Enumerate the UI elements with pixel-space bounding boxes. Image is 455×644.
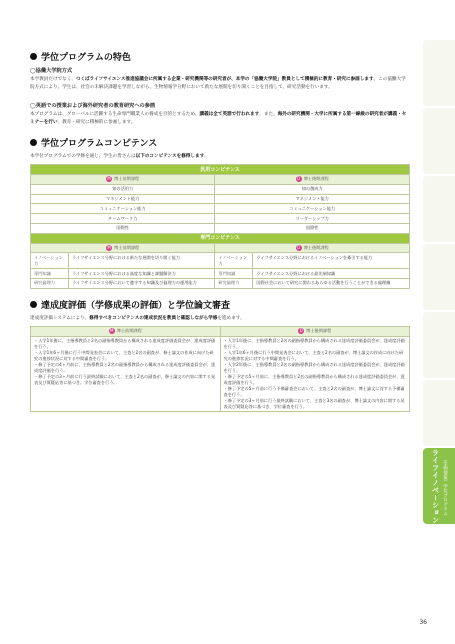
bullet-dot-icon [30,139,37,146]
eval-item: ・入学1年6ヶ月後に行う中間発表会において、主査と2名の副査が、博士論文の作成に向けた研究の進捗状況に対する中間審査を行う。 [223,349,404,361]
section2-intro-a: 本学位プログラムでの学修を通じ、学生の皆さんは [30,154,136,159]
common-left-cell: コミュニケーション能力 [31,204,215,214]
common-left-cell: 国際性 [31,223,215,233]
side-tab[interactable] [423,380,455,446]
eval-master-cell [31,336,221,412]
special-right-label: イノベーション力 [215,253,253,269]
eval-doctor-cell [220,336,410,412]
col-left-label: 博士前期課程 [114,245,140,251]
side-tab-active[interactable] [423,448,455,524]
special-left-text: ライフサイエンス分野において遵守する知識及び倫理力の運用能力 [69,279,215,289]
special-left-text: ライフサイエンス分野における高度な知識と課題解決力 [69,269,215,279]
section3-intro [30,315,410,323]
evaluation-table [30,326,410,413]
sub2-text-a: 本プログラムは、グローバルに活躍する生命専門職業人の養成を目的とするため、 [30,112,200,117]
special-right-text: ライフサイエンス分野におけるイノベーションを牽引する能力 [253,253,410,269]
section2-title: 学位プログラムコンピテンス [41,139,158,149]
eval-item: ・入学1年6ヶ月後に行う中間発表会において、主査と2名の副査が、修士論文の作成に向けた研究の進捗状況に対する中間審査を行う。 [34,349,214,361]
col-left-label: 博士前期課程 [114,176,140,182]
sub2-title: ◯英語での授業および海外研究者の教育研究への参画 [30,103,156,109]
bullet-dot-icon [30,53,37,60]
common-right-cell: 知の創成力 [215,184,410,194]
competence-table [30,164,410,289]
special-right-label: 研究倫理力 [215,279,253,289]
eval-item: ・修了予定の3ヶ月前に行う最終試験において、主査と2名の副査が、修士論文の内容に関する発表及び質疑応答に基づき、学位審査を行う。 [34,373,216,385]
master-badge-icon: M [107,176,111,182]
master-badge-icon: M [107,245,111,251]
eval-item: ・修了予定の4ヶ月前に、主指導教員と2名の副指導教員から構成される達成度評価委員会が、達成度評価を行う。 [34,361,216,373]
section2-intro-b: 以下のコンピテンスを修得します [135,154,205,159]
section3-intro-a: 達成度評価システムにより、 [30,315,90,321]
eval-item: ・入学2年後に、主指導教員と2名の副指導教員から構成される達成度評価委員会が、達成度評価を行う。 [223,361,405,373]
bullet-dot-icon [30,301,37,308]
common-right-cell: コミュニケーション能力 [215,204,410,214]
side-tab-label: ライフイノベーション [431,448,440,524]
special-right-text: 国際社会において研究に関わるあらゆる活動を行うことができる倫理観 [253,279,410,289]
eval-item: ・修了予定の3ヶ月前に行う最終試験において、主査と3名の副査が、博士論文の内容に関する発表及び質疑応答に基づき、学位審査を行う。 [223,397,405,409]
col-head-master [31,243,215,253]
eval-col-right-label: 博士後期課程 [306,328,332,334]
band-common: 汎用コンピテンス [31,165,410,175]
band-special: 専門コンピテンス [31,233,410,243]
sub2-text-e: 、教育・研究に積極的に参画します。 [57,120,136,125]
page-number: 36 [419,619,427,626]
side-tab[interactable] [423,312,455,378]
special-left-label: 専門知識 [31,269,69,279]
side-tab[interactable] [423,40,455,106]
special-row [31,253,410,269]
section2-intro-c: 。 [204,154,209,159]
eval-item: ・入学1年後に、主指導教員と2名の副指導教員から構成される達成度評価委員会が、達成度評価を行う。 [223,337,405,349]
common-left-cell: 知の活用力 [31,184,215,194]
section3-intro-b: 修得すべきコンピテンスの達成状況を教員と確認しながら学修 [89,315,218,321]
special-row [31,269,410,279]
eval-col-head-doctor [220,326,410,336]
side-tab[interactable] [423,108,455,174]
section2-intro [30,153,410,161]
master-badge-icon: M [109,328,114,334]
common-left-cell: チームワーク力 [31,214,215,224]
special-left-label: イノベーション力 [31,253,69,269]
side-tab[interactable] [423,176,455,242]
sub2-text-c: 。また、 [259,112,278,117]
common-left-cell: マネジメント能力 [31,194,215,204]
special-left-label: 研究倫理力 [31,279,69,289]
eval-item: ・修了予定の5ヶ月前に、主指導教員と2名の副指導教員から構成される達成度評価委員会が、達成度評価を行う。 [223,373,405,385]
main-content [30,50,410,412]
section1-heading [30,50,410,63]
col-head-doctor [215,175,410,185]
sub1-text [30,76,410,92]
special-right-label: 専門知識 [215,269,253,279]
side-index-tabs [423,40,455,526]
sub1-text-a: 本学教員だけでなく、 [30,77,76,82]
common-right-cell: リーダーシップ力 [215,214,410,224]
sub2-text [30,111,410,127]
section3-title: 達成度評価（学修成果の評価）と学位論文審査 [41,300,231,311]
section2-heading [30,136,410,149]
eval-item: ・修了予定の5ヶ月前に行う予備審査会において、主査と2名の副査が、博士論文に対する予備審査を行う。 [223,385,405,397]
doctor-badge-icon: D [297,245,301,251]
sub1-text-b: つくばライフサイエンス推進協議会に所属する企業・研究機関等の研究者が、本学の「協働大学院」教員として積極的に教育・研究に参画します [75,77,374,82]
sub1-text-c: 。この協働大学院方式により、学生は、社会の未解決課題を学習しながら、生物情報学分野において新たな展開を切り開くことを目指して、研究活動を行います。 [30,77,406,90]
special-right-text: ライフサイエンス分野における最先端知識 [253,269,410,279]
section3-heading [30,298,410,311]
special-row [31,279,410,289]
sub2-text-d: 海外の研究機関・大学に所属する第一線級の研究者が講義・セミナーを行い [30,112,407,125]
doctor-badge-icon: D [299,328,303,334]
col-right-label: 博士後期課程 [303,245,329,251]
col-head-doctor [215,243,410,253]
sub1-title: ◯協働大学院方式 [30,68,73,74]
section1-title: 学位プログラムの特色 [41,53,131,63]
side-tab[interactable] [423,244,455,310]
side-tab-sub: （生物情報）学位プログラム [442,456,448,516]
eval-col-head-master [31,326,221,336]
col-right-label: 博士後期課程 [303,176,329,182]
sub2-text-b: 講義は全て英語で行われます [199,112,260,117]
eval-item: ・入学1年後に、主指導教員と2名の副指導教員から構成される達成度評価委員会が、達成度評価を行う。 [34,337,216,349]
common-right-cell: マネジメント能力 [215,194,410,204]
special-left-text: ライフサイエンス分野における新たな展開を切り開く能力 [69,253,215,269]
common-right-cell: 国際性 [215,223,410,233]
col-head-master [31,175,215,185]
section3-intro-c: を進めます。 [217,315,245,321]
doctor-badge-icon: D [297,176,301,182]
eval-col-left-label: 博士前期課程 [116,328,142,334]
